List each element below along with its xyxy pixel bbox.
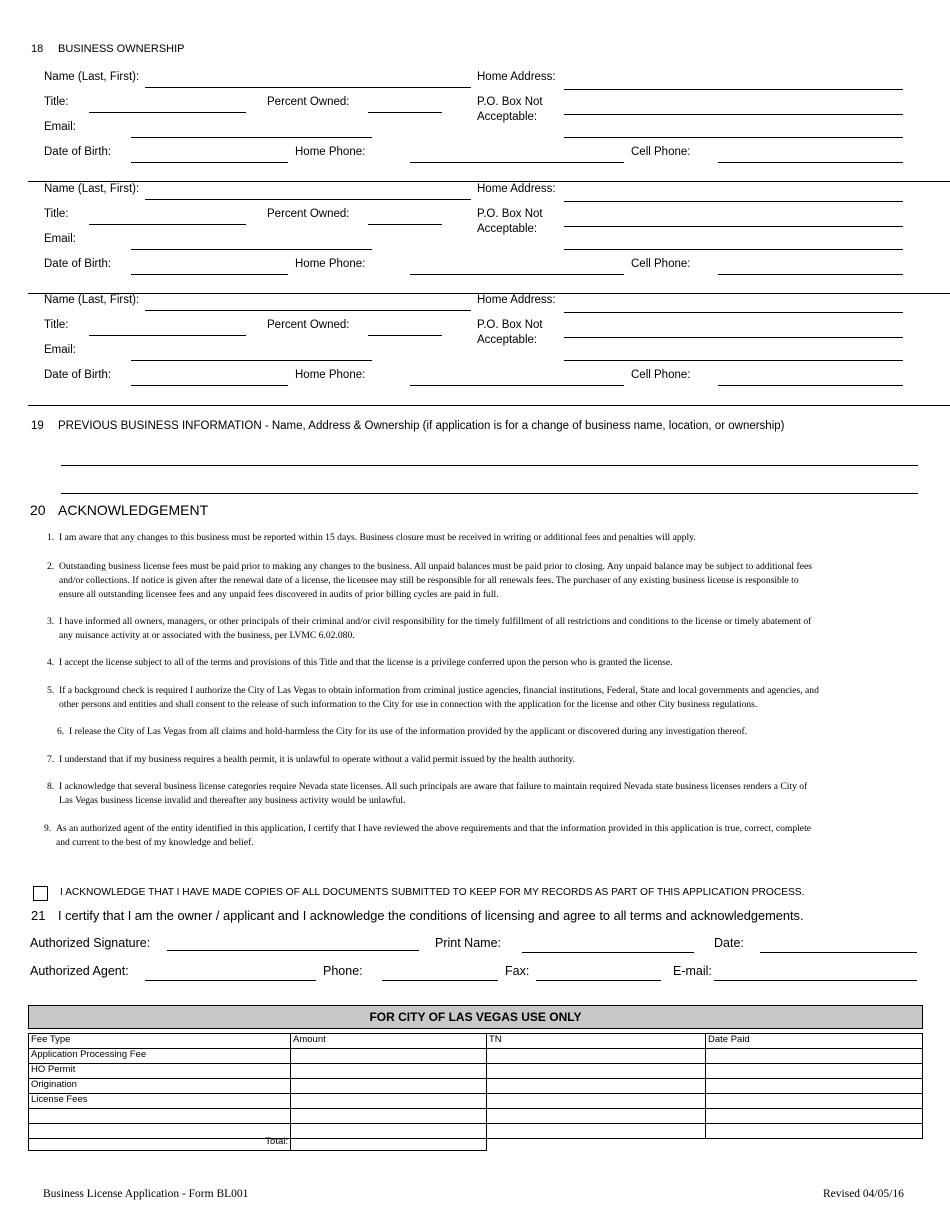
fee-type-cell: Application Processing Fee [29,1049,291,1064]
authorized-agent-label: Authorized Agent: [30,964,129,978]
amount-cell[interactable] [291,1049,487,1064]
acknowledgement-item [47,531,927,545]
fee-total-row [29,1136,487,1151]
name-label: Name (Last, First): [44,294,140,306]
acknowledgement-line [57,725,937,739]
pobox-label-2: Acceptable: [477,111,538,123]
amount-cell[interactable] [291,1109,487,1124]
home-phone-label: Home Phone: [295,146,366,158]
tn-header: TN [487,1034,706,1049]
phone-label: Phone: [323,964,363,978]
previous-business-line-2[interactable] [61,493,918,494]
date-field[interactable] [760,952,917,953]
home-phone-field[interactable] [410,385,624,386]
total-label: Total: [29,1136,291,1151]
cell-phone-label: Cell Phone: [631,146,691,158]
dob-field[interactable] [131,385,288,386]
acknowledgement-text: and current to the best of my knowledge and belief. [56,837,254,848]
acknowledgement-line [47,531,927,545]
name-label: Name (Last, First): [44,183,140,195]
acknowledgement-item [47,684,927,712]
dob-field[interactable] [131,274,288,275]
city-use-header: FOR CITY OF LAS VEGAS USE ONLY [28,1005,923,1029]
fee-type-cell [29,1109,291,1124]
title-field[interactable] [89,224,246,225]
acknowledgement-line [47,753,927,767]
acknowledgement-text: If a background check is required I authorize the City of Las Vegas to obtain information from criminal justice agencies, financial institutions, Federal, State and local governments and agencies, and [59,685,819,696]
acknowledgement-number: 1. [47,532,55,543]
amount-cell[interactable] [291,1079,487,1094]
acknowledgement-text: I acknowledge that several business license categories require Nevada state licenses. All such principals are aware that failure to maintain required Nevada state business licenses renders a City of [59,781,808,792]
email-field[interactable] [131,249,372,250]
section-divider [28,405,950,406]
acknowledgement-line [47,656,927,670]
title-field[interactable] [89,335,246,336]
email-label: Email: [44,121,76,133]
percent-owned-field[interactable] [368,224,442,225]
fax-field[interactable] [536,980,661,981]
title-label: Title: [44,208,69,220]
acknowledgement-item [47,615,927,643]
title-field[interactable] [89,112,246,113]
acknowledgement-number: 7. [47,754,55,765]
section-divider [28,181,950,182]
dob-label: Date of Birth: [44,258,112,270]
fee-table [28,1033,923,1139]
home-address-label: Home Address: [477,183,556,195]
pobox-field-2[interactable] [564,249,903,250]
pobox-field-1[interactable] [564,337,903,338]
date-paid-cell[interactable] [706,1094,923,1109]
date-paid-cell[interactable] [706,1079,923,1094]
tn-cell[interactable] [487,1079,706,1094]
section-18-number: 18 [31,43,44,55]
acknowledgement-item [47,656,927,670]
amount-cell[interactable] [291,1094,487,1109]
name-field[interactable] [145,310,471,311]
acknowledgement-text: and/or collections. If notice is given after the renewal date of a license, the licensee may still be responsible for all renewals fees. The purchaser of any existing business license is responsible to [59,575,799,586]
print-name-label: Print Name: [435,936,501,950]
footer-form-name: Business License Application - Form BL001 [43,1188,249,1200]
section-19-title: PREVIOUS BUSINESS INFORMATION - Name, Address & Ownership (if application is for a change of business name, location, or ownership) [58,420,785,432]
acknowledgement-text: I have informed all owners, managers, or other principals of their criminal and/or civil responsibility for the timely fulfillment of all restrictions and conditions to the license or timely abatement of [59,616,812,627]
authorized-agent-field[interactable] [145,980,316,981]
pobox-label: P.O. Box Not [477,96,543,108]
dob-label: Date of Birth: [44,146,112,158]
acknowledgement-item [44,822,924,850]
fee-row [29,1064,923,1079]
acknowledgement-text: any nuisance activity at or associated with the business, per LVMC 6.02.080. [59,630,355,641]
email-label: Email: [44,344,76,356]
home-phone-field[interactable] [410,162,624,163]
acknowledgement-item [47,560,927,602]
total-amount-cell[interactable] [291,1136,487,1151]
pobox-field-2[interactable] [564,137,903,138]
home-phone-label: Home Phone: [295,258,366,270]
percent-owned-field[interactable] [368,335,442,336]
date-paid-cell[interactable] [706,1049,923,1064]
acknowledgement-text: I accept the license subject to all of the terms and provisions of this Title and that the license is a privilege conferred upon the person who is granted the license. [59,657,673,668]
email-field[interactable] [131,360,372,361]
amount-cell[interactable] [291,1064,487,1079]
acknowledgement-number: 5. [47,685,55,696]
section-21-number: 21 [31,908,46,923]
home-address-field[interactable] [564,312,903,313]
fax-label: Fax: [505,964,530,978]
date-paid-cell[interactable] [706,1064,923,1079]
fee-row [29,1094,923,1109]
email-label: Email: [44,233,76,245]
email-field[interactable] [131,137,372,138]
section-18-title: BUSINESS OWNERSHIP [58,43,185,55]
email-label: E-mail: [673,964,712,978]
fee-total-table [28,1136,487,1151]
acknowledgement-line [47,684,927,698]
acknowledgement-text: Outstanding business license fees must be paid prior to making any changes to the business. All unpaid balances must be paid prior to closing. Any unpaid balance may be subject to additional fees [59,561,812,572]
home-phone-field[interactable] [410,274,624,275]
acknowledgement-text: As an authorized agent of the entity identified in this application, I certify that I have reviewed the above requirements and that the information provided in this application is true, correct, complete [56,823,811,834]
date-paid-cell[interactable] [706,1109,923,1124]
fee-row [29,1049,923,1064]
section-19-number: 19 [31,420,44,432]
amount-header: Amount [291,1034,487,1049]
acknowledgement-number: 9. [44,823,52,834]
home-address-label: Home Address: [477,71,556,83]
fee-rows [29,1049,923,1139]
name-field[interactable] [145,199,471,200]
section-21-title: I certify that I am the owner / applicant and I acknowledge the conditions of licensing and agree to all terms and acknowledgements. [58,908,804,923]
email-field[interactable] [714,980,917,981]
tn-cell[interactable] [487,1049,706,1064]
home-address-field[interactable] [564,89,903,90]
cell-phone-field[interactable] [718,274,903,275]
phone-field[interactable] [382,980,498,981]
dob-field[interactable] [131,162,288,163]
authorized-signature-label: Authorized Signature: [30,936,151,950]
acknowledgement-line [44,822,924,836]
section-divider [28,293,950,294]
date-paid-cell[interactable] [706,1124,923,1139]
acknowledgement-item [47,753,927,767]
section-20-number: 20 [30,502,46,518]
fee-row [29,1079,923,1094]
pobox-field-1[interactable] [564,226,903,227]
cell-phone-field[interactable] [718,385,903,386]
cell-phone-label: Cell Phone: [631,258,691,270]
percent-owned-field[interactable] [368,112,442,113]
copies-acknowledge-checkbox[interactable] [33,886,48,901]
name-field[interactable] [145,87,471,88]
acknowledgement-number: 6. [57,726,65,737]
pobox-label-2: Acceptable: [477,223,538,235]
footer-revised-date: Revised 04/05/16 [823,1188,904,1200]
acknowledgement-text: I understand that if my business requires a health permit, it is unlawful to operate without a valid permit issued by the health authority. [59,754,575,765]
acknowledgement-line [47,780,927,794]
acknowledgement-number: 2. [47,561,55,572]
fee-type-cell: HO Permit [29,1064,291,1079]
cell-phone-label: Cell Phone: [631,369,691,381]
tn-cell[interactable] [487,1094,706,1109]
fee-type-cell: Origination [29,1079,291,1094]
section-20-title: ACKNOWLEDGEMENT [58,502,209,518]
acknowledgement-text: Las Vegas business license invalid and thereafter any business activity would be unlawful. [59,795,406,806]
acknowledgement-line [47,615,927,629]
fee-table-header-row [29,1034,923,1049]
acknowledgement-text: ensure all outstanding licensee fees and any unpaid fees discovered in audits of prior billing cycles are paid in full. [59,589,499,600]
previous-business-line-1[interactable] [61,465,918,466]
percent-owned-label: Percent Owned: [267,319,350,331]
copies-acknowledge-text: I ACKNOWLEDGE THAT I HAVE MADE COPIES OF ALL DOCUMENTS SUBMITTED TO KEEP FOR MY RECORDS AS PART OF THIS APPLICATION PROCESS. [60,887,805,898]
title-label: Title: [44,96,69,108]
dob-label: Date of Birth: [44,369,112,381]
acknowledgement-number: 3. [47,616,55,627]
pobox-label: P.O. Box Not [477,208,543,220]
acknowledgement-text: other persons and entities and shall consent to the release of such information to the City for use in connection with the application for the license and other City business regulations. [59,699,758,710]
acknowledgement-item [47,780,927,808]
acknowledgement-text: I am aware that any changes to this business must be reported within 15 days. Business closure must be received in writing or additional fees and penalties will apply. [59,532,696,543]
acknowledgement-text: I release the City of Las Vegas from all claims and hold-harmless the City for its use of the information provided by the applicant or discovered during any investigation thereof. [69,726,748,737]
tn-cell[interactable] [487,1109,706,1124]
acknowledgement-number: 4. [47,657,55,668]
acknowledgement-item [57,725,937,739]
home-address-label: Home Address: [477,294,556,306]
date-label: Date: [714,936,744,950]
pobox-label-2: Acceptable: [477,334,538,346]
title-label: Title: [44,319,69,331]
cell-phone-field[interactable] [718,162,903,163]
percent-owned-label: Percent Owned: [267,208,350,220]
home-address-field[interactable] [564,201,903,202]
date-paid-header: Date Paid [706,1034,923,1049]
print-name-field[interactable] [522,952,694,953]
pobox-field-1[interactable] [564,114,903,115]
name-label: Name (Last, First): [44,71,140,83]
fee-type-cell: License Fees [29,1094,291,1109]
tn-cell[interactable] [487,1124,706,1139]
fee-row [29,1109,923,1124]
acknowledgement-line [47,560,927,574]
home-phone-label: Home Phone: [295,369,366,381]
authorized-signature-field[interactable] [167,950,419,951]
percent-owned-label: Percent Owned: [267,96,350,108]
pobox-label: P.O. Box Not [477,319,543,331]
acknowledgement-number: 8. [47,781,55,792]
tn-cell[interactable] [487,1064,706,1079]
fee-type-header: Fee Type [29,1034,291,1049]
pobox-field-2[interactable] [564,360,903,361]
